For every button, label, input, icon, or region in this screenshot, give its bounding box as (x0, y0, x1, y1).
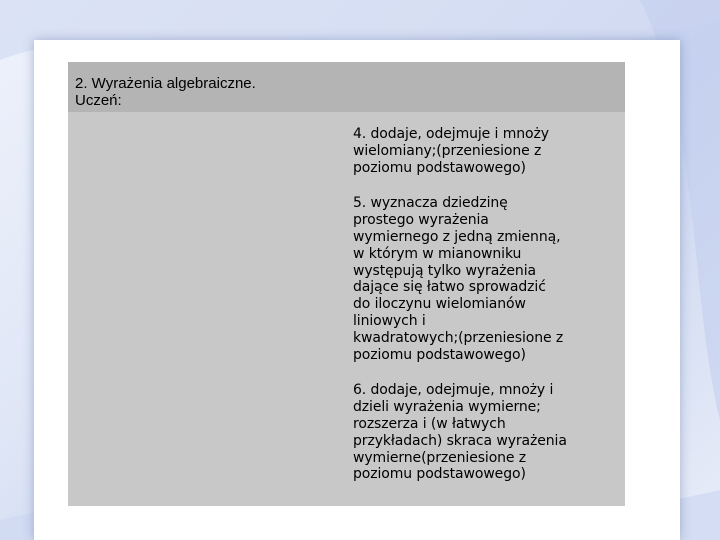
item-line: prostego wyrażenia (353, 212, 489, 229)
item-line: liniowych i (353, 312, 426, 329)
item-line: poziomu podstawowego) (353, 346, 526, 363)
item-line: dające się łatwo sprowadzić (353, 279, 546, 296)
section-title: 2. Wyrażenia algebraiczne. (75, 75, 256, 92)
item-line: występują tylko wyrażenia (353, 262, 536, 279)
item-line: do iloczynu wielomianów (353, 296, 526, 313)
item-line: wymierne(przeniesione z (353, 449, 527, 466)
item-line: wielomiany;(przeniesione z (353, 142, 542, 159)
list-item (353, 195, 623, 363)
requirements-list (353, 126, 623, 502)
list-item (353, 126, 623, 176)
content-panel (68, 62, 625, 506)
item-line: 5. wyznacza dziedzinę (353, 195, 508, 212)
header-bar (68, 62, 625, 112)
list-item (353, 382, 623, 483)
item-line: wymiernego z jedną zmienną, (353, 228, 561, 245)
item-line: rozszerza i (w łatwych (353, 415, 506, 432)
item-line: przykładach) skraca wyrażenia (353, 432, 567, 449)
item-line: dzieli wyrażenia wymierne; (353, 399, 541, 416)
item-line: w którym w mianowniku (353, 245, 522, 262)
section-subtitle: Uczeń: (75, 92, 122, 109)
item-line: kwadratowych;(przeniesione z (353, 329, 564, 346)
item-line: 4. dodaje, odejmuje i mnoży (353, 126, 549, 142)
item-line: poziomu podstawowego) (353, 466, 526, 483)
item-line: poziomu podstawowego) (353, 159, 526, 176)
item-line: 6. dodaje, odejmuje, mnoży i (353, 382, 554, 399)
